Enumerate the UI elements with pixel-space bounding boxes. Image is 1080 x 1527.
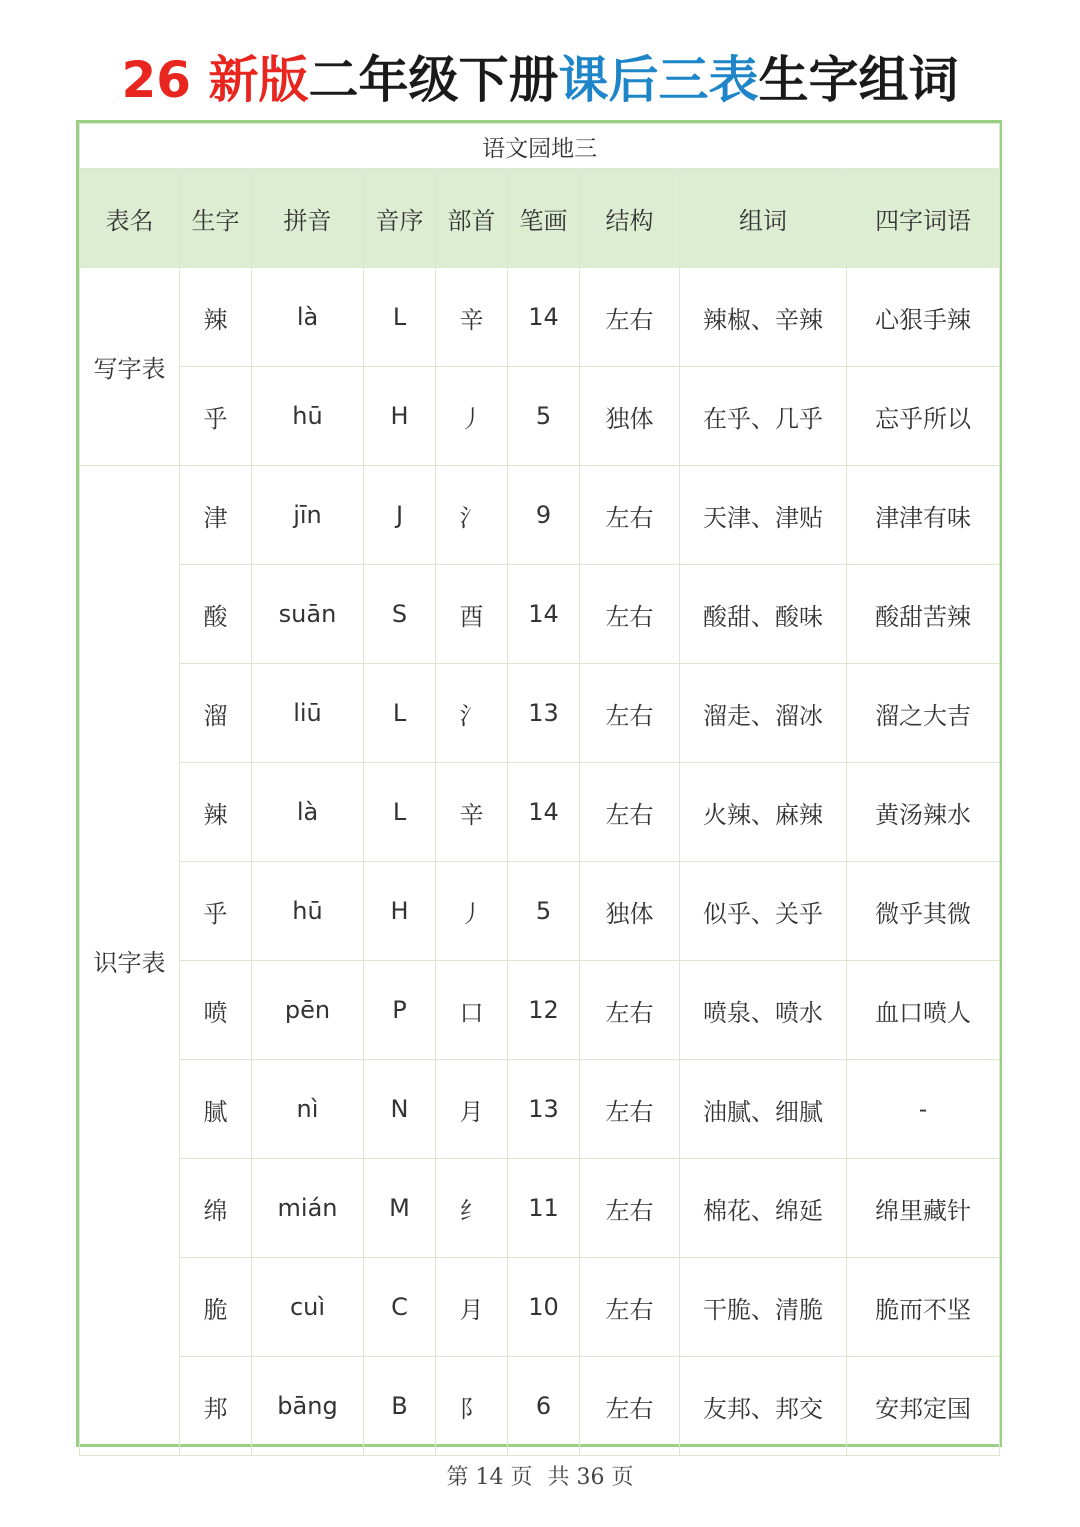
table-row [80,466,1000,565]
radical-cell: 氵 [436,664,508,763]
character-cell: 腻 [180,1060,252,1159]
table-row [80,664,1000,763]
idiom-cell: 酸甜苦辣 [847,565,1000,664]
stroke-count-cell: 13 [508,1060,580,1159]
column-header: 音序 [364,169,436,268]
word-group-cell: 棉花、绵延 [680,1159,847,1258]
radical-cell: 酉 [436,565,508,664]
section-title: 语文园地三 [80,124,1000,169]
idiom-cell: 忘乎所以 [847,367,1000,466]
word-group-cell: 喷泉、喷水 [680,961,847,1060]
radical-cell: 丿 [436,862,508,961]
radical-cell: 纟 [436,1159,508,1258]
table-row [80,862,1000,961]
structure-cell: 左右 [580,565,680,664]
table-group-name: 识字表 [80,466,180,1456]
word-group-cell: 在乎、几乎 [680,367,847,466]
column-header: 组词 [680,169,847,268]
initial-letter-cell: L [364,763,436,862]
pinyin-cell: liū [252,664,364,763]
idiom-cell: 心狠手辣 [847,268,1000,367]
column-header: 拼音 [252,169,364,268]
character-cell: 邦 [180,1357,252,1456]
structure-cell: 左右 [580,466,680,565]
structure-cell: 左右 [580,763,680,862]
initial-letter-cell: S [364,565,436,664]
structure-cell: 左右 [580,268,680,367]
radical-cell: 氵 [436,466,508,565]
pinyin-cell: jīn [252,466,364,565]
idiom-cell: 微乎其微 [847,862,1000,961]
structure-cell: 左右 [580,1258,680,1357]
pinyin-cell: hū [252,862,364,961]
word-group-cell: 干脆、清脆 [680,1258,847,1357]
stroke-count-cell: 14 [508,268,580,367]
character-cell: 津 [180,466,252,565]
pinyin-cell: là [252,268,364,367]
radical-cell: 辛 [436,268,508,367]
idiom-cell: 津津有味 [847,466,1000,565]
idiom-cell: 黄汤辣水 [847,763,1000,862]
word-group-cell: 油腻、细腻 [680,1060,847,1159]
stroke-count-cell: 6 [508,1357,580,1456]
radical-cell: 阝 [436,1357,508,1456]
page-number: 第 14 页 [446,1465,533,1490]
structure-cell: 独体 [580,367,680,466]
structure-cell: 左右 [580,1060,680,1159]
table-row [80,1357,1000,1456]
word-group-cell: 酸甜、酸味 [680,565,847,664]
word-group-cell: 火辣、麻辣 [680,763,847,862]
initial-letter-cell: L [364,268,436,367]
table-row [80,367,1000,466]
pinyin-cell: cuì [252,1258,364,1357]
character-cell: 脆 [180,1258,252,1357]
character-cell: 乎 [180,367,252,466]
initial-letter-cell: B [364,1357,436,1456]
idiom-cell: - [847,1060,1000,1159]
idiom-cell: 脆而不坚 [847,1258,1000,1357]
character-cell: 绵 [180,1159,252,1258]
column-header: 表名 [80,169,180,268]
stroke-count-cell: 11 [508,1159,580,1258]
character-cell: 喷 [180,961,252,1060]
structure-cell: 左右 [580,664,680,763]
idiom-cell: 血口喷人 [847,961,1000,1060]
pinyin-cell: pēn [252,961,364,1060]
table-row [80,268,1000,367]
initial-letter-cell: P [364,961,436,1060]
stroke-count-cell: 14 [508,565,580,664]
character-cell: 溜 [180,664,252,763]
page-title [0,40,1080,120]
word-group-cell: 溜走、溜冰 [680,664,847,763]
pinyin-cell: bāng [252,1357,364,1456]
vocabulary-table [76,120,1002,1447]
radical-cell: 月 [436,1258,508,1357]
character-cell: 酸 [180,565,252,664]
character-cell: 辣 [180,268,252,367]
table-row [80,1159,1000,1258]
stroke-count-cell: 14 [508,763,580,862]
word-group-cell: 友邦、邦交 [680,1357,847,1456]
stroke-count-cell: 5 [508,862,580,961]
title-part-2: 二年级下册 [308,51,559,109]
pinyin-cell: nì [252,1060,364,1159]
column-header: 四字词语 [847,169,1000,268]
word-group-cell: 似乎、关乎 [680,862,847,961]
radical-cell: 丿 [436,367,508,466]
title-part-3: 课后三表 [558,51,759,109]
radical-cell: 辛 [436,763,508,862]
character-cell: 辣 [180,763,252,862]
idiom-cell: 溜之大吉 [847,664,1000,763]
title-part-1: 26 新版 [121,51,309,109]
structure-cell: 左右 [580,961,680,1060]
stroke-count-cell: 5 [508,367,580,466]
idiom-cell: 安邦定国 [847,1357,1000,1456]
table-group-name: 写字表 [80,268,180,466]
initial-letter-cell: H [364,367,436,466]
column-header: 结构 [580,169,680,268]
column-header: 笔画 [508,169,580,268]
stroke-count-cell: 10 [508,1258,580,1357]
pinyin-cell: hū [252,367,364,466]
word-group-cell: 辣椒、辛辣 [680,268,847,367]
character-cell: 乎 [180,862,252,961]
column-header: 部首 [436,169,508,268]
structure-cell: 左右 [580,1357,680,1456]
table-row [80,1258,1000,1357]
title-part-4: 生字组词 [758,51,959,109]
structure-cell: 左右 [580,1159,680,1258]
table-row [80,763,1000,862]
table-row [80,1060,1000,1159]
word-group-cell: 天津、津贴 [680,466,847,565]
initial-letter-cell: H [364,862,436,961]
stroke-count-cell: 12 [508,961,580,1060]
initial-letter-cell: C [364,1258,436,1357]
radical-cell: 口 [436,961,508,1060]
page-footer [0,1458,1080,1498]
radical-cell: 月 [436,1060,508,1159]
table-row [80,961,1000,1060]
idiom-cell: 绵里藏针 [847,1159,1000,1258]
page-total: 共 36 页 [547,1465,634,1490]
stroke-count-cell: 13 [508,664,580,763]
initial-letter-cell: L [364,664,436,763]
initial-letter-cell: J [364,466,436,565]
initial-letter-cell: M [364,1159,436,1258]
structure-cell: 独体 [580,862,680,961]
column-header: 生字 [180,169,252,268]
pinyin-cell: là [252,763,364,862]
pinyin-cell: mián [252,1159,364,1258]
stroke-count-cell: 9 [508,466,580,565]
initial-letter-cell: N [364,1060,436,1159]
pinyin-cell: suān [252,565,364,664]
table-row [80,565,1000,664]
